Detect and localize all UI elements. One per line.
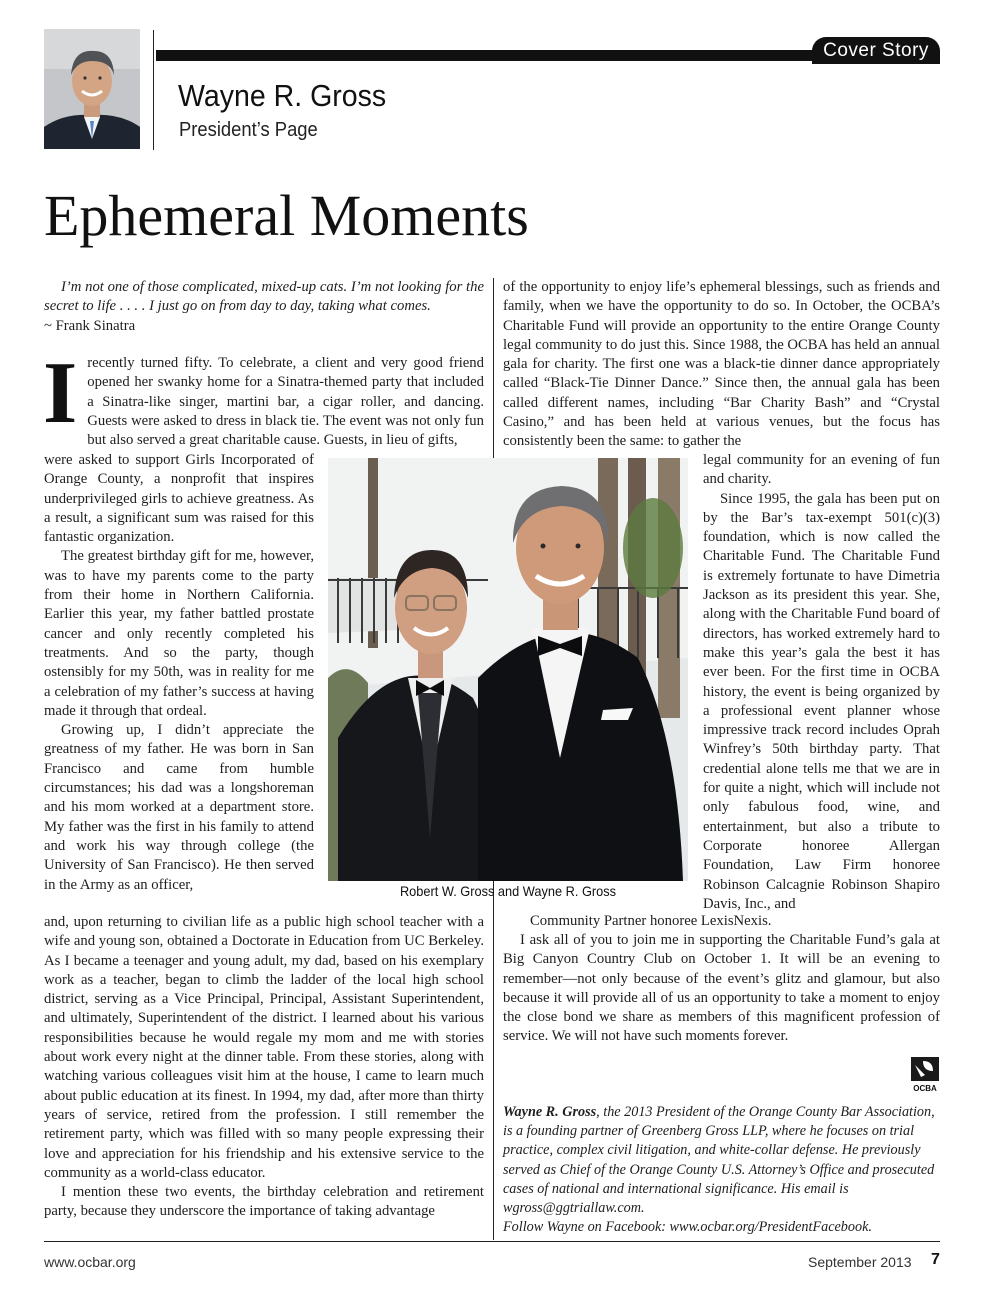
paragraph-girls-inc: were asked to support Girls Incorporated of Orange County, a nonprofit that inspires underprivileged girls to achieve greatness. As a result, a significant sum was raised for this fantastic organization. xyxy=(44,452,314,546)
paragraph-father-career: and, upon returning to civilian life as a public high school teacher with a wife and young son, obtained a Doctorate in Education from UC Berkeley. As I became a teenager and young adult, my dad, based on his exemplary work as a teacher, began to climb the ladder of the local high school district, serving as a Vice Principal, Principal, Assistant Superintendent, and ultimately, Superintendent of the district. I learned about his various responsibilities because he would regale my mom and me with stories about work every night at the dinner table. From these stories, along with watching various colleagues visit him at the house, I came to learn much about public education at its finest. In 1994, my dad, after more than thirty years of service, retired from the profession. I still remember the retirement party, which was filled with so many people expressing their love and appreciation for his friendship and his extensive service to the community as a world-class educator. xyxy=(44,914,484,1181)
paragraph-opening-text: recently turned fifty. To celebrate, a client and very good friend opened her swanky home for a Sinatra-themed party that included a Sinatra-like singer, martini bar, a cigar roller, and dancing. Guests were asked to dress in black tie. The event was not only fun but also served a great charitable cause. Guests, in lieu of gifts, xyxy=(87,355,484,449)
author-bio xyxy=(503,1103,938,1237)
epigraph-attribution: ~ Frank Sinatra xyxy=(44,317,136,334)
left-wide-column xyxy=(44,913,484,1222)
photo-caption: Robert W. Gross and Wayne R. Gross xyxy=(399,884,617,899)
paragraph-since-1995: Since 1995, the gala has been put on by the Bar’s tax-exempt 501(c)(3) foundation, which is now called the Charitable Fund. The Charitable Fund is extremely fortunate to have Dimetria Jackson as its president this year. She, along with the Charitable Fund board of directors, has worked extremely hard to make this year’s gala the best it has ever been. For the first time in OCBA history, the event is being organized by a professional event planner whose impressive track record includes Oprah Winfrey’s 50th birthday party. That credential alone tells me that we are in for quite a night, which will include not only fabulous food, wine, and entertainment, but also a tribute to Corporate honoree Allergan Foundation, Law Firm honoree Robinson Calcagnie Robinson Shapiro Davis, Inc., and xyxy=(703,490,940,912)
right-closing-text xyxy=(503,931,940,1047)
footer-website: www.ocbar.org xyxy=(44,1254,136,1270)
bio-text: , the 2013 President of the Orange County Bar Association, is a founding partner of Greenberg Gross LLP, where he focuses on trial practice, complex civil litigation, and white-collar defense. He previously served as Chief of the Orange County U.S. Attorney’s Office and prosecuted cases of national and international significance. His email is wgross@ggtriallaw.com. xyxy=(503,1104,935,1217)
page-number: 7 xyxy=(931,1251,940,1268)
paragraph-charitable-fund: of the opportunity to enjoy life’s ephemeral blessings, such as friends and family, when we have the opportunity to do so. In October, the OCBA’s Charitable Fund will provide an opportunity to the entire Orange County legal community to do just this. Since 1988, the OCBA has held an annual gala for charity. The first one was a black-tie dinner dance appropriately called “Black-Tie Dinner Dance.” Since then, the annual gala has been called different names, including “Bar Charity Bash” and “Crystal Casino,” and has been held at various venues, but the focus has consistently been the same: to gather the xyxy=(503,279,940,450)
header-divider xyxy=(153,30,154,150)
left-narrow-column xyxy=(44,451,314,895)
author-name: Wayne R. Gross xyxy=(178,78,387,113)
epigraph-quote: I’m not one of those complicated, mixed-up cats. I’m not looking for the secret to life . . . . I just go on from day to day, taking what comes. xyxy=(44,279,484,315)
bio-name: Wayne R. Gross xyxy=(503,1104,597,1120)
right-top-text xyxy=(503,278,940,452)
footer-rule xyxy=(44,1241,940,1242)
feature-photo xyxy=(328,458,688,881)
paragraph-birthday-gift: The greatest birthday gift for me, however, was to have my parents come to the party from their home in Northern California. Earlier this year, my father battled prostate cancer and only recently completed his treatments. And so the party, though ostensibly for my 50th, was in reality for me a celebration of my father’s success at having made it through that ordeal. xyxy=(44,548,314,719)
paragraph-lexisnexis: Community Partner honoree LexisNexis. xyxy=(530,913,772,929)
drop-cap: I xyxy=(43,345,78,442)
right-bottom-text xyxy=(530,912,940,931)
paragraph-growing-up: Growing up, I didn’t appreciate the greatness of my father. He was born in San Francisco and came from humble circumstances; his dad was a longshoreman and his mom worked at a department store. My father was the first in his family to attend and work his way through college (the University of San Francisco). He then served in the Army as an officer, xyxy=(44,722,314,893)
footer-date: September 2013 xyxy=(808,1254,912,1270)
paragraph-legal-community: legal community for an evening of fun and charity. xyxy=(703,452,940,488)
paragraph-two-events: I mention these two events, the birthday celebration and retirement party, because they underscore the importance of taking advantage xyxy=(44,1184,484,1220)
author-headshot xyxy=(44,29,140,149)
article-title: Ephemeral Moments xyxy=(44,183,529,248)
right-narrow-column xyxy=(703,451,940,914)
paragraph-opening xyxy=(43,345,484,450)
epigraph xyxy=(44,278,484,336)
ocba-logo-icon xyxy=(909,1057,941,1093)
paragraph-call-to-action: I ask all of you to join me in supporting the Charitable Fund’s gala at Big Canyon Country Club on October 1. It will be an evening to remember—not only because of the event’s glitz and glamour, but also because it will provide all of us an opportunity to take a moment to enjoy the close bond we share as members of this magnificent profession of service. We will not have such moments forever. xyxy=(503,932,940,1045)
ocba-logo-text: OCBA xyxy=(913,1084,937,1093)
section-tab: Cover Story xyxy=(812,37,940,64)
department-label: President’s Page xyxy=(179,119,318,141)
bio-follow: Follow Wayne on Facebook: www.ocbar.org/PresidentFacebook. xyxy=(503,1219,872,1236)
